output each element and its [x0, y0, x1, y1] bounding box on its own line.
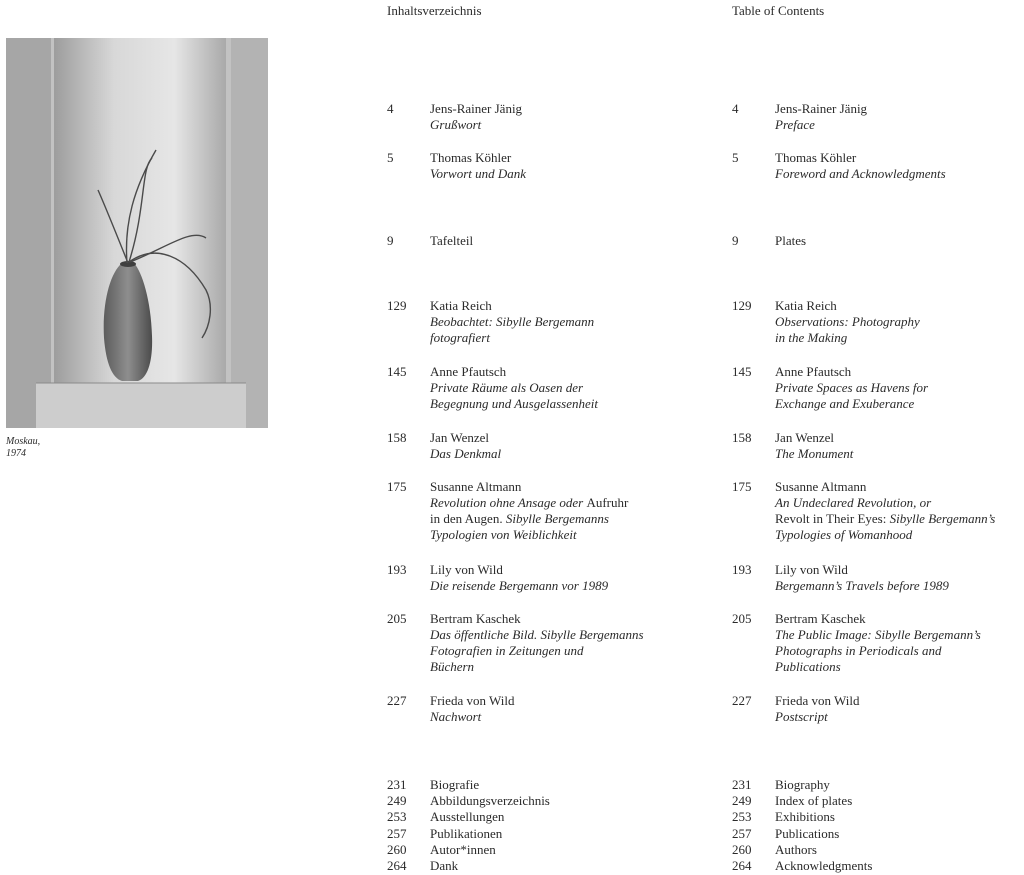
entry-body [430, 364, 690, 412]
entry-author: Frieda von Wild [430, 693, 515, 708]
entry-title-segment: Observations: Photography [775, 314, 920, 329]
entry-title-line [775, 117, 1024, 133]
entry-title-line [430, 578, 690, 594]
appendix-title: Acknowledgments [775, 857, 873, 873]
page-number: 205 [387, 611, 407, 626]
entry-title-segment: Sibylle Bergemann’s [889, 511, 996, 526]
page-number: 4 [387, 101, 394, 116]
entry-title-line [775, 396, 1024, 412]
page-number: 145 [732, 364, 752, 379]
page-number: 129 [732, 298, 752, 313]
page-number: 253 [732, 809, 752, 825]
entry-title-segment: Photographs in Periodicals and [775, 643, 942, 658]
entry-title-line [430, 314, 690, 330]
page-number: 5 [387, 150, 394, 165]
entry-title-line [775, 380, 1024, 396]
page-number: 4 [732, 101, 739, 116]
page-number: 260 [732, 841, 752, 857]
page-number: 257 [732, 825, 752, 841]
photo-caption [6, 436, 40, 460]
entry-title-segment: Private Spaces as Havens for [775, 380, 929, 395]
vase-photograph [6, 38, 268, 428]
entry-title-segment: Grußwort [430, 117, 482, 132]
appendix-title: Biography [775, 777, 830, 792]
entry-body [430, 693, 690, 725]
appendix-title: Publikationen [430, 825, 503, 841]
entry-title-segment: Vorwort und Dank [430, 166, 527, 181]
entry-title-segment: Private Räume als Oasen der [430, 380, 584, 395]
german-heading: Inhaltsverzeichnis [387, 3, 482, 18]
entry-author: Susanne Altmann [430, 479, 522, 494]
page-number: 5 [732, 150, 739, 165]
entry-title-line [430, 511, 690, 527]
entry-title-segment: Revolution ohne Ansage oder [430, 495, 587, 510]
entry-author: Jens-Rainer Jänig [430, 101, 523, 116]
appendix-title: Biografie [430, 777, 480, 792]
entry-title-segment: Preface [775, 117, 815, 132]
entry-title-segment: Fotografien in Zeitungen und [430, 643, 584, 658]
entry-title-line [775, 627, 1024, 643]
entry-body [430, 611, 690, 675]
entry-title-line [775, 643, 1024, 659]
page-number: 158 [387, 430, 407, 445]
entry-title-segment: Postscript [775, 709, 828, 724]
entry-body [430, 479, 690, 543]
page-number: 227 [732, 693, 752, 708]
entry-body [430, 298, 690, 346]
entry-title-segment: Foreword and Acknowledgments [775, 166, 946, 181]
page-number: 264 [732, 857, 752, 873]
appendix-title: Index of plates [775, 793, 853, 809]
entry-author: Tafelteil [430, 233, 474, 248]
entry-author: Katia Reich [775, 298, 837, 313]
entry-author: Katia Reich [430, 298, 492, 313]
entry-title-line [430, 709, 690, 725]
vase-in-niche-image [6, 38, 268, 428]
entry-body [775, 101, 1024, 133]
entry-title-line [775, 527, 1024, 543]
page-number: 193 [732, 562, 752, 577]
page-number: 249 [387, 793, 407, 809]
entry-body [430, 430, 690, 462]
entry-title-line [430, 166, 690, 182]
entry-title-segment: Typologies of Womanhood [775, 527, 913, 542]
page-number: 205 [732, 611, 752, 626]
page-number: 260 [387, 841, 407, 857]
entry-title-segment: fotografiert [430, 330, 490, 345]
entry-body [430, 233, 690, 249]
entry-title-segment: Exchange and Exuberance [775, 396, 915, 411]
page-number: 9 [732, 233, 739, 248]
appendix-title: Ausstellungen [430, 809, 505, 825]
entry-title-segment: Aufruhr [586, 495, 629, 510]
page-number: 231 [732, 777, 752, 792]
entry-body [775, 298, 1024, 346]
entry-title-segment: Das Denkmal [430, 446, 502, 461]
entry-title-segment: in the Making [775, 330, 848, 345]
appendix-title: Authors [775, 841, 817, 857]
appendix-title: Abbildungsverzeichnis [430, 793, 550, 809]
entry-title-line [430, 380, 690, 396]
entry-body [430, 562, 690, 594]
page-number: 175 [732, 479, 752, 494]
entry-title-line [430, 643, 690, 659]
entry-title-line [775, 446, 1024, 462]
entry-author: Anne Pfautsch [775, 364, 852, 379]
entry-author: Jan Wenzel [430, 430, 489, 445]
entry-author: Susanne Altmann [775, 479, 867, 494]
entry-title-segment: Nachwort [430, 709, 482, 724]
entry-title-segment: in den Augen. [430, 511, 506, 526]
page-number: 193 [387, 562, 407, 577]
entry-title-line [430, 446, 690, 462]
entry-body [775, 611, 1024, 675]
entry-title-segment: Die reisende Bergemann vor 1989 [430, 578, 609, 593]
entry-author: Plates [775, 233, 807, 248]
entry-body [430, 150, 690, 182]
entry-body [775, 430, 1024, 462]
entry-author: Bertram Kaschek [430, 611, 521, 626]
entry-title-line [430, 330, 690, 346]
entry-body [775, 364, 1024, 412]
appendix-title: Dank [430, 857, 459, 873]
entry-title-segment: The Public Image: Sibylle Bergemann’s [775, 627, 981, 642]
page-number: 158 [732, 430, 752, 445]
page-number: 253 [387, 809, 407, 825]
entry-body [775, 562, 1024, 594]
entry-title-segment: Revolt in Their Eyes: [775, 511, 890, 526]
caption-place: Moskau, [6, 436, 41, 447]
entry-author: Thomas Köhler [775, 150, 857, 165]
entry-title-segment: Beobachtet: Sibylle Bergemann [430, 314, 595, 329]
page-number: 227 [387, 693, 407, 708]
entry-title-line [775, 330, 1024, 346]
entry-title-segment: Büchern [430, 659, 475, 674]
entry-title-line [775, 578, 1024, 594]
entry-title-line [430, 659, 690, 675]
entry-title-line [430, 627, 690, 643]
entry-title-segment: Bergemann’s Travels before 1989 [775, 578, 949, 593]
entry-title-segment: Publications [775, 659, 841, 674]
entry-body [775, 693, 1024, 725]
entry-title-line [775, 495, 1024, 511]
entry-author: Lily von Wild [775, 562, 848, 577]
entry-author: Anne Pfautsch [430, 364, 507, 379]
entry-title-line [775, 659, 1024, 675]
entry-title-line [775, 511, 1024, 527]
entry-title-line [775, 709, 1024, 725]
entry-author: Jens-Rainer Jänig [775, 101, 868, 116]
page-number: 145 [387, 364, 407, 379]
entry-author: Lily von Wild [430, 562, 503, 577]
entry-body [775, 150, 1024, 182]
entry-title-segment: Das öffentliche Bild. Sibylle Bergemanns [430, 627, 644, 642]
entry-title-segment: Begegnung und Ausgelassenheit [430, 396, 599, 411]
appendix-title: Publications [775, 825, 840, 841]
entry-title-segment: Typologien von Weiblichkeit [430, 527, 577, 542]
entry-body [775, 233, 1024, 249]
page-number: 257 [387, 825, 407, 841]
page-number: 175 [387, 479, 407, 494]
entry-title-segment: Sibylle Bergemanns [505, 511, 609, 526]
appendix-title: Exhibitions [775, 809, 835, 825]
entry-author: Jan Wenzel [775, 430, 834, 445]
english-heading: Table of Contents [732, 3, 825, 18]
entry-title-segment: An Undeclared Revolution, or [775, 495, 932, 510]
entry-author: Bertram Kaschek [775, 611, 866, 626]
entry-body [775, 479, 1024, 543]
caption-year: 1974 [6, 448, 26, 459]
entry-title-line [775, 314, 1024, 330]
entry-title-line [430, 117, 690, 133]
page-number: 129 [387, 298, 407, 313]
page-number: 264 [387, 857, 407, 873]
entry-title-line [430, 396, 690, 412]
entry-title-line [430, 495, 690, 511]
entry-body [430, 101, 690, 133]
entry-title-line [430, 527, 690, 543]
entry-author: Frieda von Wild [775, 693, 860, 708]
entry-title-segment: The Monument [775, 446, 854, 461]
page-number: 231 [387, 777, 407, 792]
appendix-title: Autor*innen [430, 841, 496, 857]
page-number: 249 [732, 793, 752, 809]
page-number: 9 [387, 233, 394, 248]
entry-title-line [775, 166, 1024, 182]
entry-author: Thomas Köhler [430, 150, 512, 165]
